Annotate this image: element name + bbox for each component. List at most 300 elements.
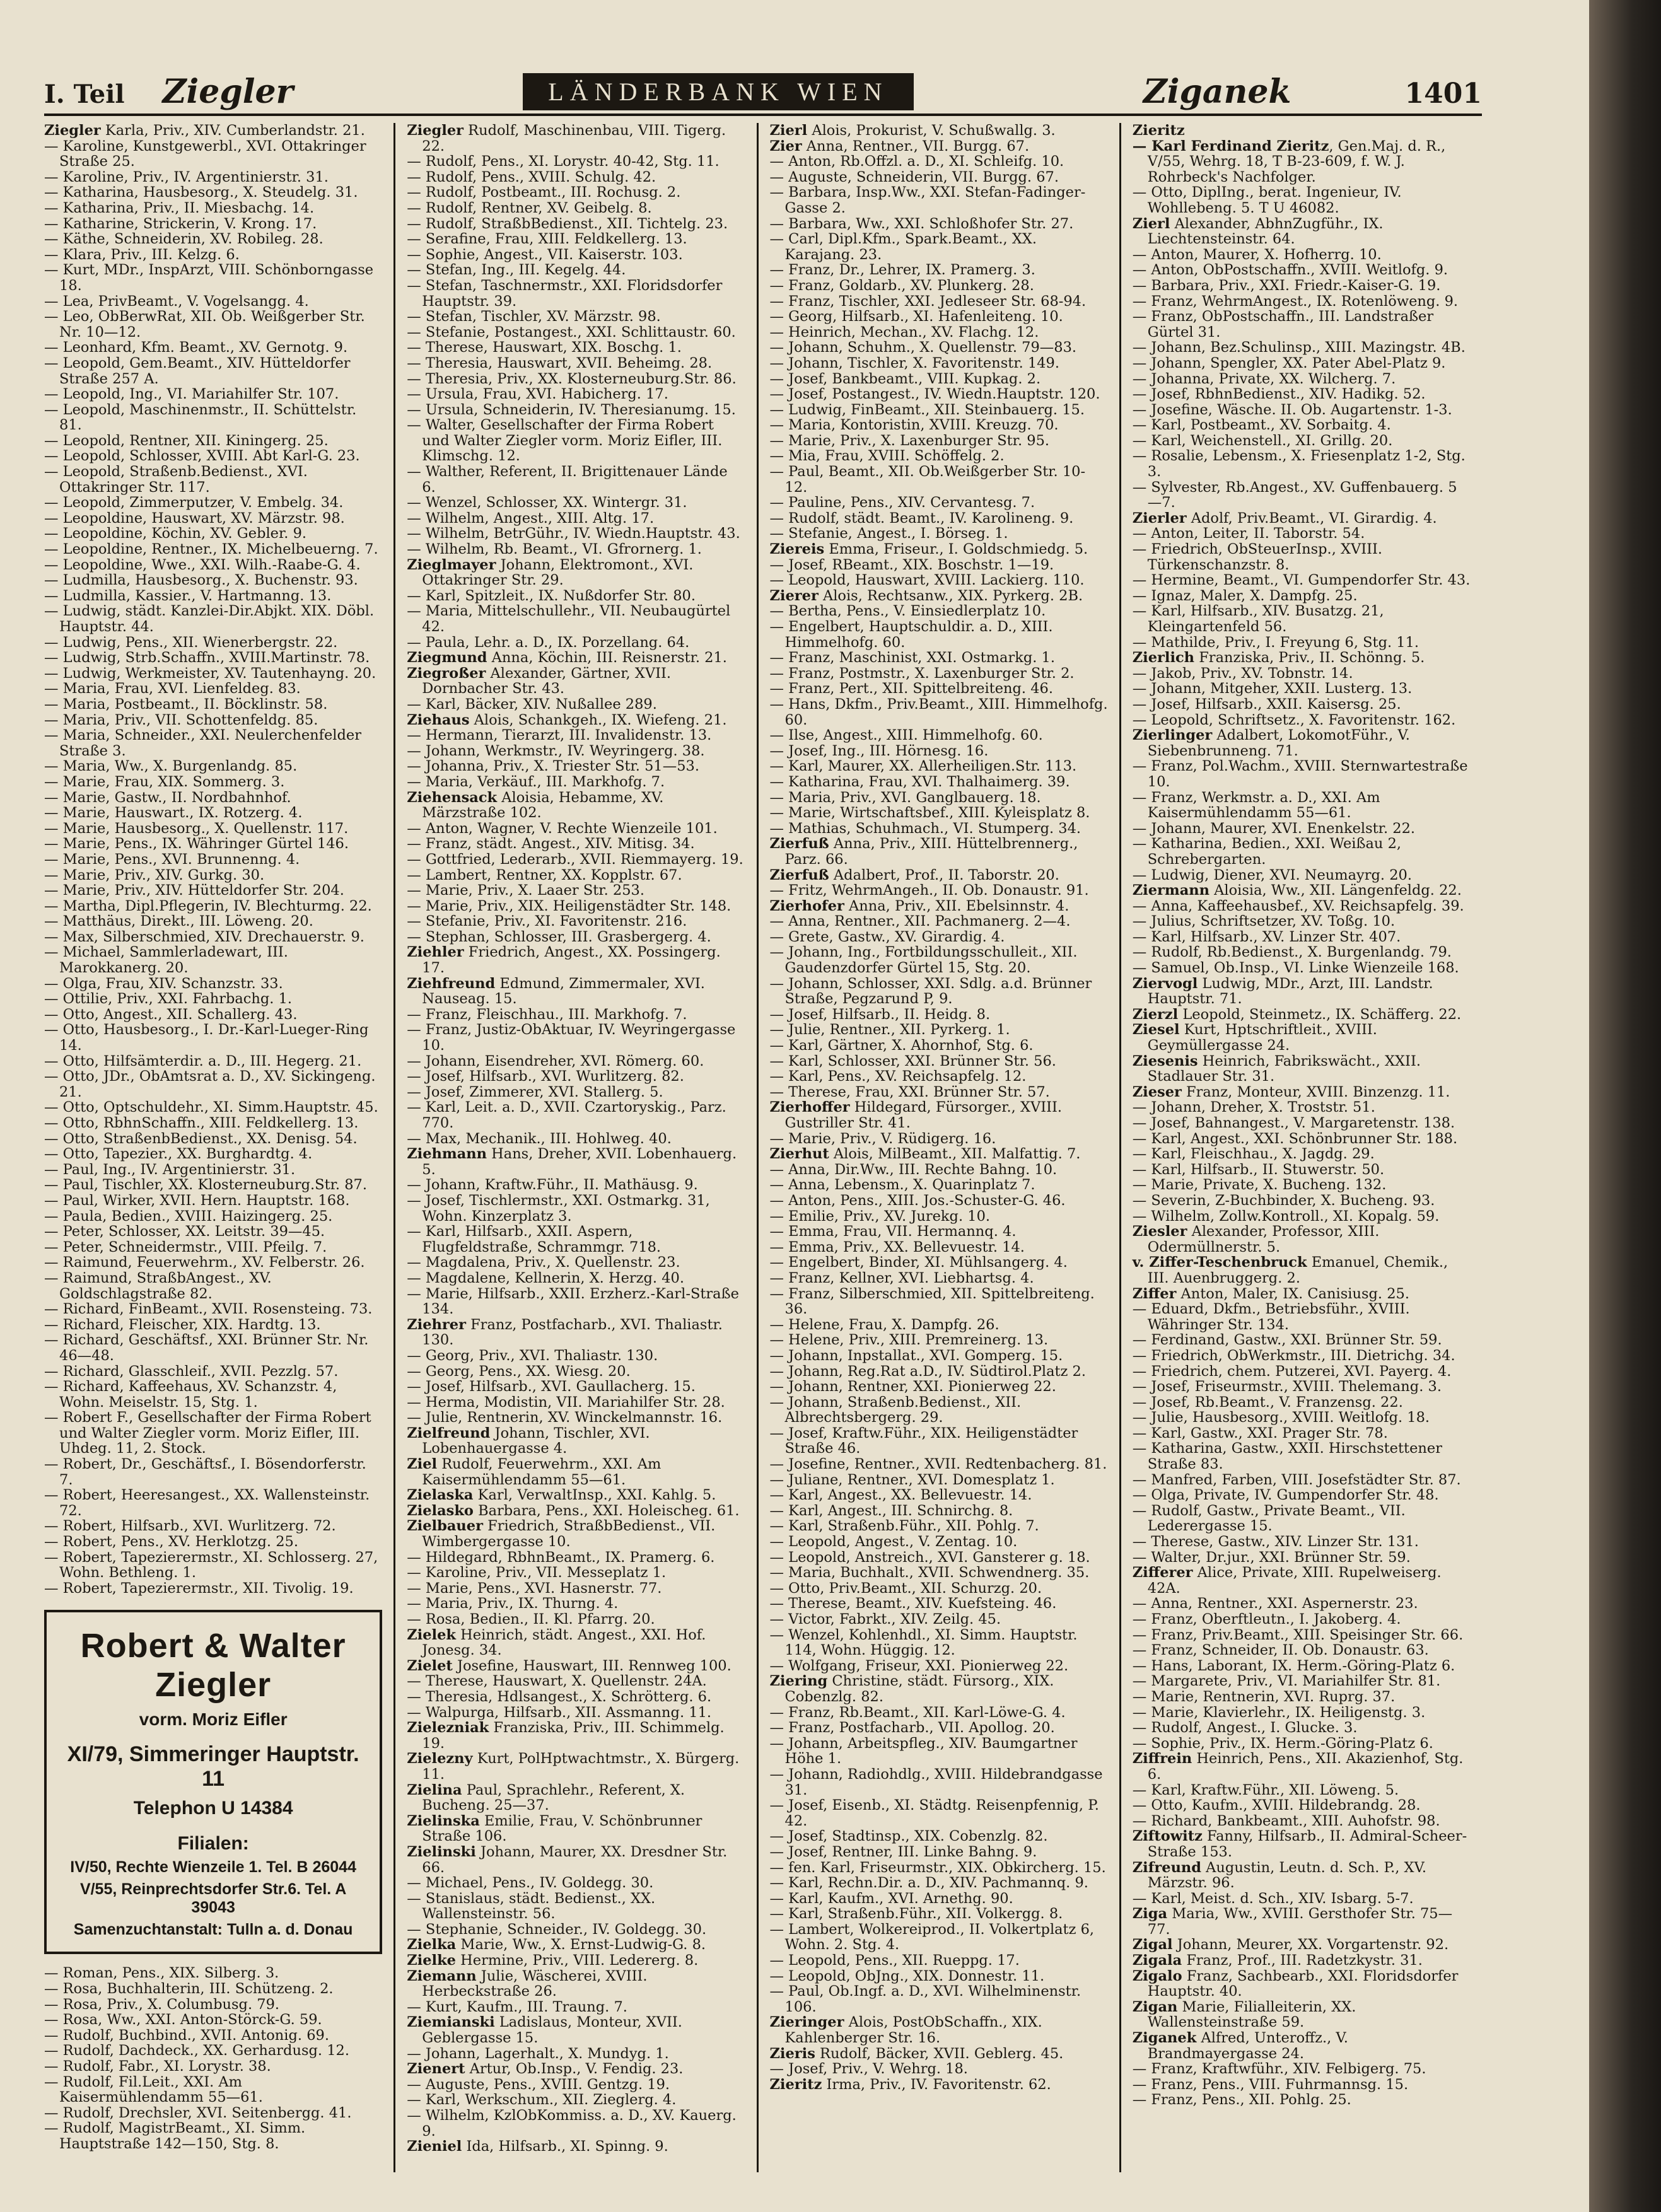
directory-entry [1133, 759, 1471, 789]
entry-text: Karl, VerwaltInsp., XXI. Kahlg. 5. [473, 1487, 716, 1504]
directory-entry [407, 790, 745, 821]
directory-entry [44, 309, 382, 340]
ad-branches-label: Filialen: [177, 1833, 249, 1854]
entry-text: — Rudolf, Gastw., Private Beamt., VII. Lederergasse 15. [1132, 1502, 1406, 1535]
entry-text: — Robert, Tapezierermstr., XII. Tivolig. 19. [44, 1580, 354, 1597]
directory-entry [44, 1364, 382, 1380]
directory-entry [770, 588, 1108, 604]
entry-text: — Georg, Pens., XX. Wiesg. 20. [407, 1363, 631, 1380]
entry-text: — Julie, Hausbesorg., XVIII. Weitlofg. 18. [1132, 1409, 1430, 1426]
entry-text: — Karl, Werkschum., XII. Zieglerg. 4. [407, 2092, 677, 2109]
entry-text: — Johann, Arbeitspfleg., XIV. Baumgartner Höhe 1. [769, 1735, 1078, 1767]
directory-entry [770, 1457, 1108, 1472]
directory-entry [1133, 1658, 1471, 1674]
directory-entry [1133, 1022, 1471, 1053]
entry-text: — Karl, Postbeamt., XV. Sorbaitg. 4. [1132, 417, 1391, 434]
directory-entry [770, 1705, 1108, 1721]
entry-text: — Stephan, Schlosser, III. Grasbergerg. 4. [407, 928, 711, 945]
directory-entry [44, 1981, 382, 1997]
entry-text: — Wilhelm, Zollw.Kontroll., XI. Kopalg. 59. [1132, 1208, 1440, 1225]
directory-entry [1133, 1689, 1471, 1705]
entry-text: — Karl, Bäcker, XIV. Nußallee 289. [407, 696, 657, 713]
entry-text: — Barbara, Insp.Ww., XXI. Stefan-Fadinger-Gasse 2. [769, 184, 1086, 216]
entry-text: — Franz, Maschinist, XXI. Ostmarkg. 1. [769, 649, 1056, 667]
directory-entry [770, 1069, 1108, 1085]
entry-text: — Wilhelm, Angest., XIII. Altg. 17. [407, 509, 655, 527]
directory-entry [407, 1969, 745, 2000]
directory-entry [770, 1612, 1108, 1627]
entry-text: — Otto, Angest., XII. Schallerg. 43. [44, 1006, 298, 1023]
entry-text: — Auguste, Pens., XVIII. Gentzg. 19. [407, 2076, 670, 2093]
entry-text: Alois, PostObSchaffn., XIX. Kahlenberger Str. 16. [784, 2014, 1042, 2047]
entry-text: — Leopold, Maschinenmstr., II. Schüttelstr. 81. [44, 401, 357, 434]
entry-text: — Julius, Schriftsetzer, XV. Toßg. 10. [1132, 913, 1396, 930]
directory-entry [770, 123, 1108, 139]
directory-entry [407, 650, 745, 666]
entry-text: Josefine, Hauswart, III. Rennweg 100. [452, 1657, 731, 1674]
book-edge [1589, 0, 1661, 2212]
entry-text: Alois, Prokurist, V. Schußwallg. 3. [807, 123, 1056, 139]
entry-text: — Wenzel, Schlosser, XX. Wintergr. 31. [407, 494, 687, 511]
directory-entry [770, 619, 1108, 650]
entry-text: Johann, Tischler, XVI. Lobenhauergasse 4. [422, 1424, 650, 1457]
directory-entry [770, 1348, 1108, 1364]
directory-entry [770, 1177, 1108, 1193]
entry-surname: Ziehler [407, 944, 464, 961]
entry-text: — Johann, Spengler, XX. Pater Abel-Platz 9. [1132, 354, 1446, 371]
entry-text: — Victor, Fabrkt., XIV. Zeilg. 45. [769, 1611, 1001, 1627]
directory-entry [44, 1271, 382, 1301]
directory-entry [770, 697, 1108, 728]
entry-text: — Stefanie, Angest., I. Börseg. 1. [769, 525, 1008, 542]
entry-text: Artur, Ob.Insp., V. Fendig. 23. [465, 2061, 684, 2078]
entry-text: Adolf, Priv.Beamt., VI. Girardig. 4. [1186, 509, 1437, 527]
entry-surname: Ziehensack [407, 789, 498, 806]
entry-text: — Ludmilla, Hausbesorg., X. Buchenstr. 93. [44, 572, 358, 589]
entry-text: — Mathilde, Priv., I. Freyung 6, Stg. 11. [1132, 634, 1419, 651]
directory-entry [44, 170, 382, 185]
entry-surname: Zierzl [1132, 1006, 1179, 1023]
directory-entry [1133, 573, 1471, 588]
entry-text: — Maria, Priv., VII. Schottenfeldg. 85. [44, 711, 318, 728]
entry-text: Paul, Sprachlehr., Referent, X. Bucheng. 25—37. [422, 1781, 685, 1814]
directory-entry [407, 899, 745, 914]
entry-text: — Rudolf, Drechsler, XVI. Seitenbergg. 41. [44, 2104, 352, 2121]
directory-entry [1133, 185, 1471, 216]
directory-entry [770, 821, 1108, 837]
directory-entry [770, 759, 1108, 774]
entry-text: — Anna, Rentner., XXI. Aspernerstr. 23. [1132, 1595, 1418, 1612]
directory-entry [407, 1271, 745, 1286]
entry-text: — Karl, Kraftw.Führ., XII. Löweng. 5. [1132, 1781, 1399, 1798]
directory-entry [770, 945, 1108, 975]
directory-entry [407, 464, 745, 495]
entry-text: — Richard, Kaffeehaus, XV. Schanzstr. 4, Wohn. Meiselstr. 15, Stg. 1. [44, 1378, 337, 1411]
bank-banner: LÄNDERBANK WIEN [523, 73, 913, 110]
page-header [44, 69, 1482, 116]
directory-entry [407, 1395, 745, 1411]
directory-entry [1133, 1255, 1471, 1286]
entry-text: — Rudolf, Angest., I. Glucke. 3. [1132, 1720, 1358, 1737]
entry-text: — Maria, Frau, XVI. Lienfeldeg. 83. [44, 680, 301, 697]
entry-text: — Marie, Priv., XIX. Heiligenstädter Str. 148. [407, 897, 731, 914]
directory-entry [407, 1720, 745, 1751]
ad-seed-institute: Samenzuchtanstalt: Tulln a. d. Donau [73, 1921, 353, 1939]
advertisement-box [44, 1610, 382, 1954]
entry-text: Anna, Köchin, III. Reisnerstr. 21. [487, 649, 727, 667]
entry-text: — Rudolf, MagistrBeamt., XI. Simm. Hauptstraße 142—150, Stg. 8. [44, 2120, 306, 2152]
entry-text: Alexander, Gärtner, XVII. Dornbacher Str. 43. [422, 665, 671, 697]
directory-entry [407, 123, 745, 154]
directory-entry [770, 231, 1108, 262]
directory-entry [770, 1720, 1108, 1736]
entry-text: — Ludwig, FinBeamt., XII. Steinbauerg. 15. [769, 401, 1085, 418]
directory-entry [407, 1922, 745, 1938]
directory-entry [1133, 603, 1471, 634]
directory-entry [44, 201, 382, 216]
directory-entry [407, 868, 745, 883]
entry-text: — Josef, Bankbeamt., VIII. Kupkag. 2. [769, 370, 1041, 387]
directory-entry [44, 588, 382, 604]
directory-entry [44, 914, 382, 929]
entry-text: Alois, Rechtsanw., XIX. Pyrkerg. 2B. [818, 587, 1083, 604]
directory-entry [407, 588, 745, 604]
entry-text: — Leopoldine, Wwe., XXI. Wilh.-Raabe-G. 4. [44, 556, 361, 573]
directory-entry [770, 1565, 1108, 1581]
entry-surname: Ziffrein [1132, 1750, 1192, 1767]
directory-entry [407, 1783, 745, 1813]
entry-text: — Ludwig, Werkmeister, XV. Tautenhayng. 20. [44, 665, 376, 682]
entry-text: Emanuel, Chemik., III. Auenbruggerg. 2. [1147, 1254, 1448, 1286]
entry-text: Franz, Postfacharb., XVI. Thaliastr. 130. [422, 1316, 723, 1349]
directory-entry [44, 603, 382, 634]
entry-text: — Emilie, Priv., XV. Jurekg. 10. [769, 1208, 991, 1225]
directory-entry [770, 2077, 1108, 2093]
entry-text: — Johann, Kraftw.Führ., II. Mathäusg. 9. [407, 1177, 698, 1194]
entry-text: — Theresia, Hdlsangest., X. Schrötterg. 6. [407, 1688, 712, 1705]
directory-entry [407, 1875, 745, 1891]
directory-entry [770, 542, 1108, 557]
directory-entry [44, 1301, 382, 1317]
entry-text: — Ludmilla, Kassier., V. Hartmanng. 13. [44, 587, 332, 604]
directory-entry [44, 1997, 382, 2013]
directory-entry [1133, 666, 1471, 682]
entry-text: — Johanna, Private, XX. Wilcherg. 7. [1132, 370, 1396, 387]
entry-text: — Anton, Leiter, II. Taborstr. 54. [1132, 525, 1365, 542]
entry-text: — Johann, Straßenb.Bedienst., XII. Albrechtsbergerg. 29. [769, 1394, 1022, 1426]
entry-text: Edmund, Zimmermaler, XVI. Nauseag. 15. [422, 975, 705, 1008]
directory-entry [44, 1317, 382, 1333]
entry-text: — Marie, Klavierlehr., IX. Heiligenstg. 3. [1132, 1704, 1426, 1721]
directory-entry [44, 1193, 382, 1209]
directory-entry [1133, 1534, 1471, 1550]
entry-text: — Matthäus, Direkt., III. Löweng. 20. [44, 913, 313, 930]
directory-entry [770, 1162, 1108, 1178]
directory-entry [1133, 2030, 1471, 2061]
entry-text: — Rudolf, Fabr., XI. Lorystr. 38. [44, 2058, 271, 2075]
entry-text: — Franz, Fleischhau., III. Markhofg. 7. [407, 1006, 687, 1023]
entry-text: — Wolfgang, Friseur, XXI. Pionierweg 22. [769, 1657, 1069, 1674]
entry-text: — Maria, Buchhalt., XVII. Schwendnerg. 35. [769, 1564, 1090, 1581]
entry-text: — Josef, Postangest., IV. Wiedn.Hauptstr. 120. [769, 386, 1100, 403]
entry-text: Franz, Monteur, XVIII. Binzenzg. 11. [1181, 1083, 1450, 1100]
directory-entry [44, 852, 382, 868]
entry-text: — Karl, Spitzleit., IX. Nußdorfer Str. 80. [407, 587, 696, 604]
ad-subtitle: vorm. Moriz Eifler [139, 1709, 288, 1730]
entry-text: Johann, Meurer, XX. Vorgartenstr. 92. [1172, 1936, 1449, 1953]
entry-text: Anna, Priv., XII. Ebelsinnstr. 4. [844, 897, 1069, 914]
entry-surname: Zielka [407, 1936, 457, 1953]
entry-text: — Rudolf, Pens., XI. Lorystr. 40-42, Stg. 11. [407, 153, 720, 170]
entry-text: — Friedrich, chem. Putzerei, XVI. Payerg. 4. [1132, 1363, 1452, 1380]
directory-entry [44, 650, 382, 666]
entry-text: — Otto, Tapezier., XX. Burghardtg. 4. [44, 1146, 313, 1163]
directory-entry [407, 2139, 745, 2155]
entry-text: — Julie, Rentnerin, XV. Winckelmannstr. 16. [407, 1409, 723, 1426]
directory-entry [44, 899, 382, 914]
directory-entry [1133, 511, 1471, 527]
entry-text: — Karl, Angest., XX. Bellevuestr. 14. [769, 1487, 1032, 1504]
directory-entry [770, 868, 1108, 883]
entry-text: — Johann, Werkmstr., IV. Weyringerg. 38. [407, 742, 705, 759]
directory-entry [44, 139, 382, 170]
directory-entry [44, 1146, 382, 1162]
entry-text: — Therese, Hauswart, XIX. Boschg. 1. [407, 339, 682, 356]
entry-text: — Josef, Friseurmstr., XVIII. Thelemang. 3. [1132, 1378, 1442, 1395]
entry-text: Hildegard, Fürsorger., XVIII. Gustriller Str. 41. [784, 1099, 1063, 1131]
directory-entry [770, 356, 1108, 371]
entry-surname: Ziegler [407, 123, 463, 139]
directory-entry [770, 1271, 1108, 1286]
directory-entry [44, 1487, 382, 1518]
entry-text: — Franz, Schneider, II. Ob. Donaustr. 63. [1132, 1642, 1429, 1659]
last-entry-word: Ziganek [1143, 72, 1291, 111]
directory-entry [44, 464, 382, 495]
entry-text: Heinrich, städt. Angest., XXI. Hof. Jonesg. 34. [422, 1626, 706, 1659]
directory-entry [770, 1581, 1108, 1597]
entry-surname: Ziganek [1132, 2030, 1197, 2047]
entry-text: — Wilhelm, Rb. Beamt., VI. Gfrornerg. 1. [407, 541, 702, 558]
entry-surname: Zieniel [407, 2138, 462, 2155]
entry-text: — Stefan, Taschnermstr., XXI. Floridsdorfer Hauptstr. 39. [407, 277, 723, 310]
entry-text: , Gen.Maj. d. R., V/55, Wehrg. 18, T B-23-609, f. W. J. Rohrbeck's Nachfolger. [1147, 137, 1446, 185]
directory-entry [44, 448, 382, 464]
directory-entry [1133, 1612, 1471, 1627]
entry-text: — Johann, Inpstallat., XVI. Gomperg. 15. [769, 1347, 1063, 1364]
directory-entry [407, 1953, 745, 1969]
directory-entry [770, 1472, 1108, 1488]
directory-entry [407, 1503, 745, 1519]
entry-text: Anna, Priv., XIII. Hüttelbrennerg., Parz. 66. [784, 835, 1078, 868]
entry-text: — Leopold, Zimmerputzer, V. Embelg. 34. [44, 494, 344, 511]
directory-entry [770, 914, 1108, 929]
entry-text: — Kurt, MDr., InspArzt, VIII. Schönborngasse 18. [44, 262, 374, 294]
entry-text: — Rudolf, StraßbBedienst., XII. Tichtelg. 23. [407, 215, 728, 232]
directory-entry [770, 1798, 1108, 1829]
ad-branch-1: IV/50, Rechte Wienzeile 1. Tel. B 26044 [70, 1858, 356, 1877]
entry-text: — Leopold, Rentner, XII. Kiningerg. 25. [44, 432, 329, 449]
entry-text: — Karl, Straßenb.Führ., XII. Pohlg. 7. [769, 1518, 1039, 1535]
directory-entry [1133, 1332, 1471, 1348]
entry-surname: Zierl [769, 123, 808, 139]
entry-text: — Serafine, Frau, XIII. Feldkellerg. 13. [407, 231, 687, 248]
entry-text: — Marie, Priv., X. Laxenburger Str. 95. [769, 432, 1050, 449]
entry-surname: Zielezny [407, 1750, 473, 1767]
entry-text: — Katharina, Frau, XVI. Thalhaimerg. 39. [769, 773, 1070, 790]
directory-entry [44, 728, 382, 759]
directory-entry [1133, 635, 1471, 651]
directory-entry [770, 1627, 1108, 1658]
entry-text: Johann, Maurer, XX. Dresdner Str. 66. [422, 1843, 728, 1876]
directory-entry [1133, 1100, 1471, 1115]
entry-text: — Gottfried, Lederarb., XVII. Riemmayerg. 19. [407, 851, 743, 868]
directory-entry [44, 1518, 382, 1534]
directory-entry [1133, 1829, 1471, 1860]
entry-text: — Marie, Pens., IX. Währinger Gürtel 146. [44, 835, 349, 853]
entry-text: — Johann, Reg.Rat a.D., IV. Südtirol.Platz 2. [769, 1363, 1087, 1380]
directory-entry [770, 1503, 1108, 1519]
directory-entry [407, 495, 745, 511]
directory-entry [1133, 139, 1471, 185]
directory-entry [1133, 371, 1471, 387]
entry-text: Alfred, Unteroffz., V. Brandmayergasse 24. [1147, 2030, 1348, 2062]
entry-text: — Robert, Hilfsarb., XVI. Wurlitzerg. 72. [44, 1518, 336, 1535]
entry-text: — Marie, Frau, XIX. Sommerg. 3. [44, 773, 285, 790]
entry-text: Ludwig, MDr., Arzt, III. Landstr. Hauptstr. 71. [1147, 975, 1433, 1008]
directory-entry [407, 262, 745, 278]
directory-entry [44, 2043, 382, 2059]
entry-text: — Helene, Priv., XIII. Premreinerg. 13. [769, 1332, 1049, 1349]
directory-entry [44, 542, 382, 557]
directory-entry [770, 1209, 1108, 1225]
directory-entry [407, 417, 745, 464]
directory-entry [44, 1457, 382, 1487]
directory-entry [1133, 1395, 1471, 1411]
directory-entry [770, 511, 1108, 527]
directory-entry [770, 929, 1108, 945]
entry-text: — Leopold, Anstreich., XVI. Gansterer g. 18. [769, 1549, 1090, 1566]
entry-text: — Maria, Ww., X. Burgenlandg. 85. [44, 758, 298, 775]
entry-text: — Marie, Priv., X. Laaer Str. 253. [407, 882, 644, 899]
entry-surname: v. Ziffer-Teschenbruck [1132, 1254, 1307, 1271]
directory-entry [1133, 588, 1471, 604]
entry-text: — Stanislaus, städt. Bedienst., XX. Wallensteinstr. 56. [407, 1890, 656, 1923]
directory-entry [1133, 402, 1471, 418]
directory-entry [1133, 1131, 1471, 1147]
entry-text: — Josef, Rentner, III. Linke Bahng. 9. [769, 1843, 1037, 1860]
entry-text: — Rosa, Priv., X. Columbusg. 79. [44, 1996, 280, 2013]
directory-entry [44, 1054, 382, 1069]
entry-text: — Käthe, Schneiderin, XV. Robileg. 28. [44, 231, 323, 248]
entry-surname: Zielet [407, 1657, 453, 1674]
directory-entry [770, 1860, 1108, 1876]
directory-entry [44, 2121, 382, 2151]
entry-text: Julie, Wäscherei, XVIII. Herbeckstraße 26. [422, 1967, 648, 2000]
entry-text: — Martha, Dipl.Pflegerin, IV. Blechturmg. 22. [44, 897, 372, 914]
entry-text: — Rosa, Bedien., II. Kl. Pfarrg. 20. [407, 1611, 655, 1627]
entry-surname: Zieritz [1132, 123, 1185, 139]
directory-entry [1133, 1209, 1471, 1225]
directory-entry [770, 402, 1108, 418]
directory-entry [1133, 309, 1471, 340]
entry-text: — Stefanie, Priv., XI. Favoritenstr. 216. [407, 913, 687, 930]
ad-branch-2: V/55, Reinprechtsdorfer Str.6. Tel. A 39043 [79, 1880, 347, 1917]
entry-surname: Zienert [407, 2061, 465, 2078]
entry-text: Friedrich, Angest., XX. Possingerg. 17. [422, 944, 721, 977]
directory-entry [1133, 1410, 1471, 1426]
directory-entry [770, 1767, 1108, 1798]
directory-entry [770, 340, 1108, 356]
entry-text: — Karl, Straßenb.Führ., XII. Volkergg. 8. [769, 1906, 1063, 1923]
directory-entry [1133, 836, 1471, 867]
entry-text: — Franz, Pens., XII. Pohlg. 25. [1132, 2092, 1351, 2109]
directory-entry [1133, 433, 1471, 449]
entry-text: — Karl, Hilfsarb., XXII. Aspern, Flugfeldstraße, Schrammgr. 718. [407, 1223, 661, 1255]
entry-text: — Engelbert, Binder, XI. Mühlsangerg. 4. [769, 1254, 1068, 1271]
entry-text: — Franz, Werkmstr. a. D., XXI. Am Kaisermühlendamm 55—61. [1132, 789, 1380, 822]
directory-entry [1133, 945, 1471, 960]
entry-text: — Stefan, Ing., III. Kegelg. 44. [407, 262, 626, 279]
directory-entry [770, 1100, 1108, 1131]
directory-entry [44, 495, 382, 511]
directory-entry [407, 231, 745, 247]
entry-text: — Marie, Priv., XIV. Hütteldorfer Str. 204. [44, 882, 344, 899]
entry-text: — Josefine, Rentner., XVII. Redtenbacherg. 81. [769, 1456, 1107, 1473]
directory-entry [1133, 1054, 1471, 1085]
directory-entry [44, 526, 382, 542]
entry-text: Christine, städt. Fürsorg., XIX. Cobenzlg. 82. [784, 1673, 1054, 1705]
entry-text: — Walther, Referent, II. Brigittenauer Lände 6. [407, 463, 728, 496]
entry-surname: Zigala [1132, 1952, 1182, 1969]
entry-text: Marie, Ww., X. Ernst-Ludwig-G. 8. [456, 1936, 706, 1953]
entry-text: — Katharina, Gastw., XXII. Hirschstettener Straße 83. [1132, 1440, 1442, 1473]
entry-text: — Josef, Rb.Beamt., V. Franzensg. 22. [1132, 1394, 1403, 1411]
entry-text: — Barbara, Ww., XXI. Schloßhofer Str. 27. [769, 215, 1074, 232]
entry-surname: Ziesel [1132, 1022, 1180, 1039]
entry-surname: Zielinski [407, 1843, 476, 1860]
entry-text: — Roman, Pens., XIX. Silberg. 3. [44, 1965, 279, 1982]
directory-entry [44, 1550, 382, 1581]
entry-surname: Zielke [407, 1952, 456, 1969]
directory-entry [407, 371, 745, 387]
first-entry-word: Ziegler [162, 72, 293, 111]
directory-entry [407, 1007, 745, 1023]
entry-text: — Julie, Rentner., XII. Pyrkerg. 1. [769, 1022, 1010, 1039]
entry-text: — Stephanie, Schneider., IV. Goldegg. 30. [407, 1921, 707, 1938]
entry-text: — Robert, Dr., Geschäftsf., I. Bösendorferstr. 7. [44, 1456, 366, 1488]
directory-entry [44, 2059, 382, 2075]
directory-entry [770, 805, 1108, 821]
directory-entry [1133, 1550, 1471, 1566]
entry-text: Alexander, AbhnZugführ., IX. Liechtensteinstr. 64. [1147, 215, 1384, 248]
directory-entry [407, 2108, 745, 2139]
directory-entry [44, 1332, 382, 1363]
entry-text: Emma, Friseur., I. Goldschmiedg. 5. [824, 541, 1088, 558]
entry-text: — Franz, ObPostschaffn., III. Landstraßer Gürtel 31. [1132, 308, 1434, 341]
directory-entry [770, 976, 1108, 1007]
directory-entry [770, 495, 1108, 511]
entry-text: — Helene, Frau, X. Dampfg. 26. [769, 1316, 1000, 1333]
entry-surname: Ziereis [769, 541, 825, 558]
entry-text: — Theresia, Priv., XX. Klosterneuburg.Str. 86. [407, 370, 737, 387]
directory-entry [407, 821, 745, 837]
directory-entry [407, 170, 745, 185]
entry-text: — Karl, Maurer, XX. Allerheiligen.Str. 113. [769, 758, 1077, 775]
directory-entry [1133, 1891, 1471, 1907]
entry-text: — Lambert, Rentner, XX. Kopplstr. 67. [407, 866, 682, 883]
directory-entry [407, 697, 745, 713]
entry-surname: Ziervogl [1132, 975, 1198, 992]
